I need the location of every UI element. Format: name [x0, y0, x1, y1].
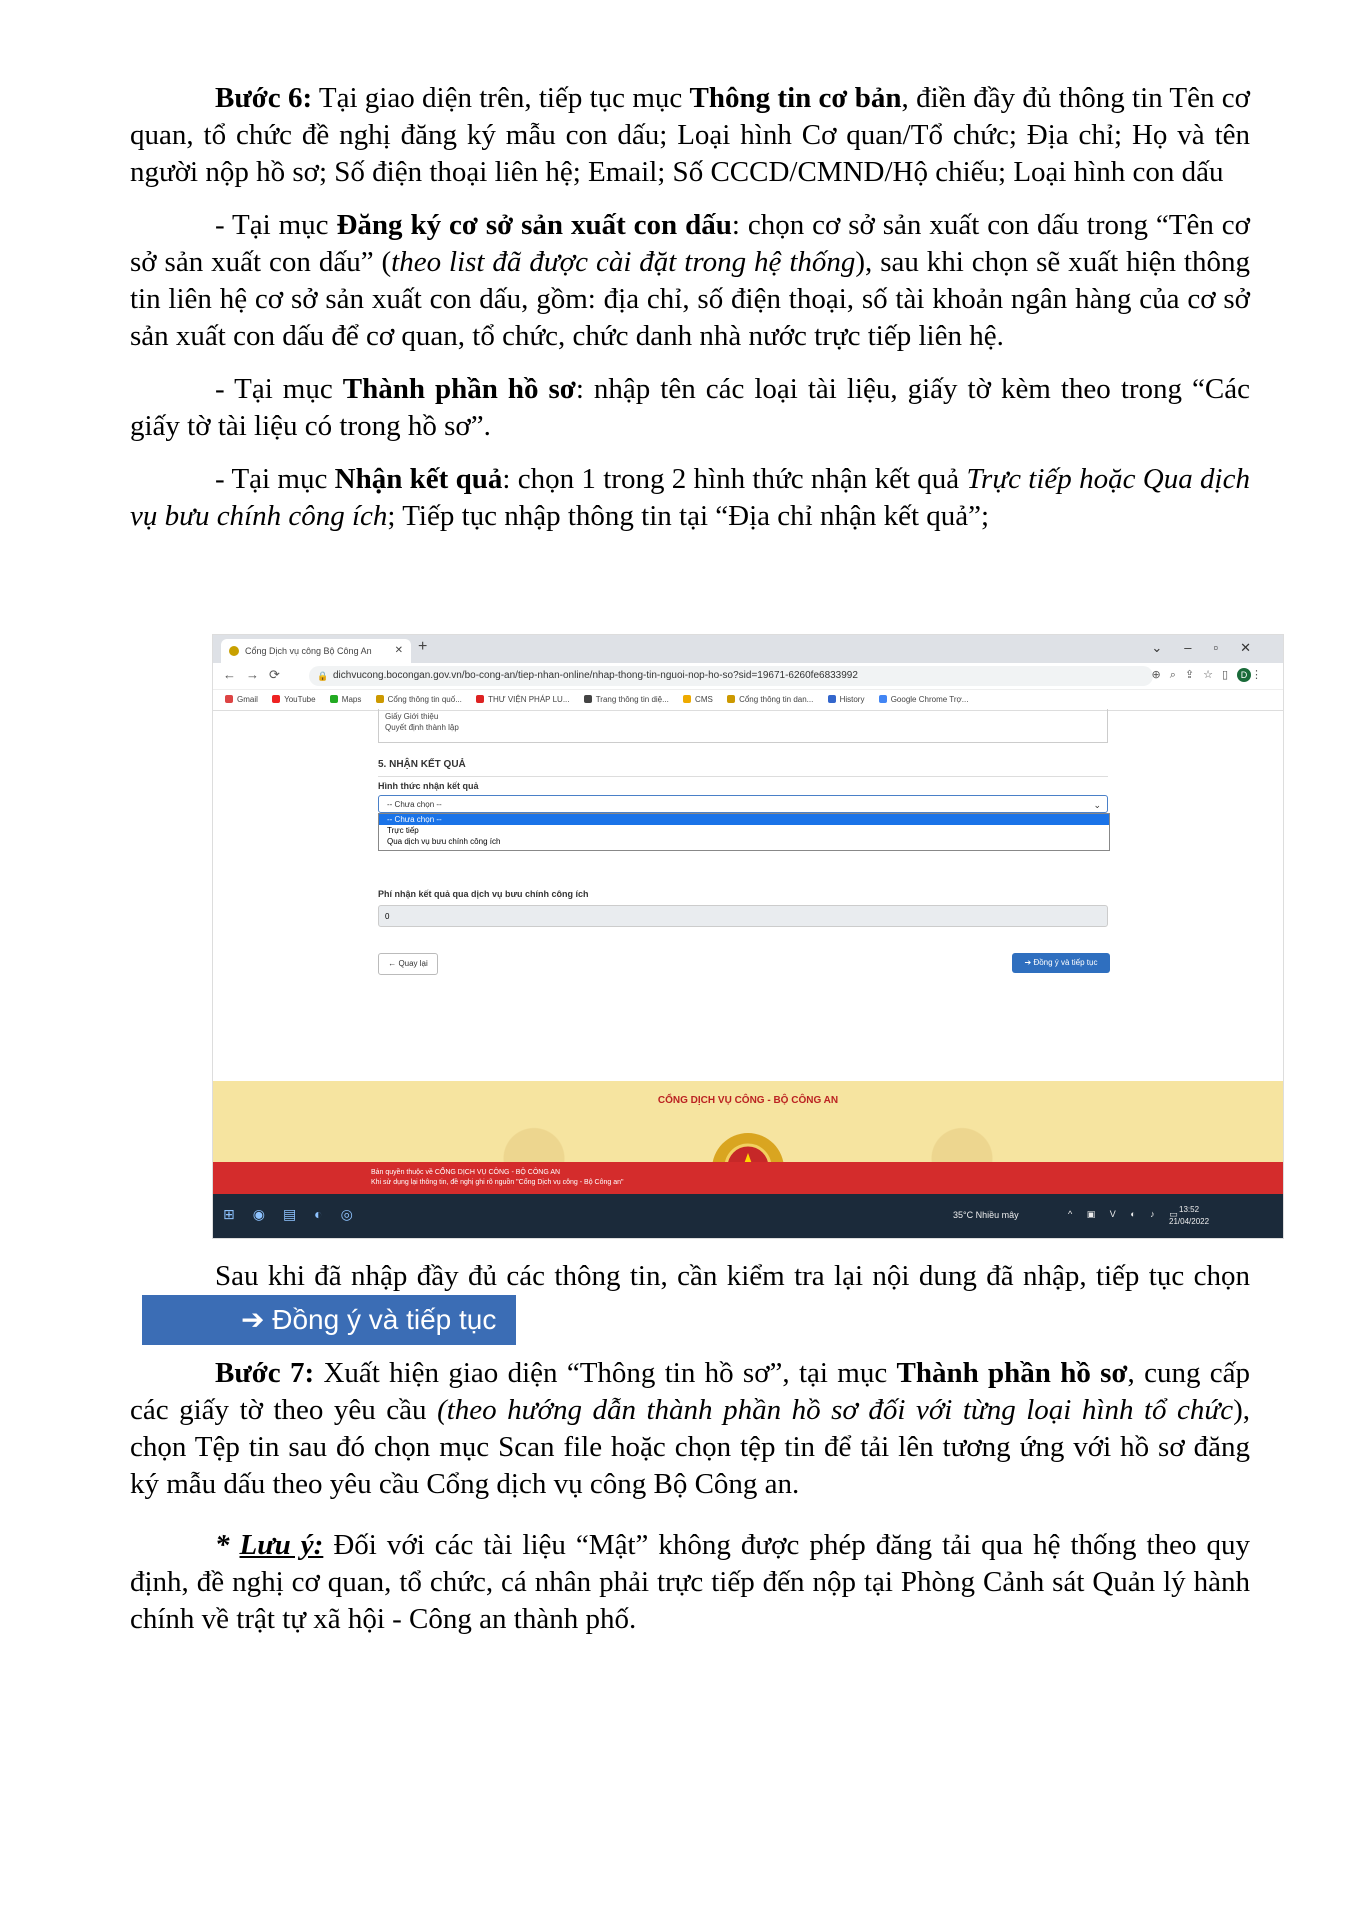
favicon-icon [229, 646, 239, 656]
option-direct[interactable]: Trực tiếp [387, 826, 419, 835]
nav-buttons[interactable]: ←→⟳ [223, 667, 290, 682]
browser-tab[interactable] [221, 639, 411, 663]
avatar[interactable]: D [1237, 668, 1251, 682]
bookmark-gmail[interactable]: Gmail [225, 690, 258, 710]
new-tab-icon[interactable]: + [418, 638, 428, 655]
copyright-bar: Bản quyền thuộc về CỔNG DỊCH VỤ CÔNG - BỘ CÔNG AN Khi sử dụng lại thông tin, đề nghị ghi rõ nguồn "Cổng Dịch vụ công - Bộ Công an" [213, 1162, 1283, 1194]
fee-label: Phí nhận kết quả qua dịch vụ bưu chính công ích [378, 889, 589, 899]
tab-title: Cổng Dịch vụ công Bộ Công An [245, 646, 372, 656]
bookmarks-bar [213, 690, 1283, 711]
taskbar-clock[interactable]: 13:52 21/04/2022 [1169, 1205, 1210, 1226]
bookmark-youtube[interactable]: YouTube [272, 690, 315, 710]
system-tray-icons[interactable]: ^ ▣ V ◐ ♪ ▭ [1068, 1209, 1184, 1219]
step6-paragraph: Bước 6: Tại giao diện trên, tiếp tục mục Thông tin cơ bản, điền đầy đủ thông tin Tên cơ quan, tổ chức đề nghị đăng ký mẫu con dấu; Loại hình Cơ quan/Tổ chức; Địa chỉ; Họ và tên người nộp hồ sơ; Số điện thoại liên hệ; Email; Số CCCD/CMND/Hộ chiếu; Loại hình con dấu [130, 82, 1250, 188]
bookmark-5[interactable]: THƯ VIỆN PHÁP LU... [476, 690, 569, 710]
toolbar-icons[interactable]: ⊕⌕⇪☆▯ D ⋮ [1151, 669, 1271, 681]
receive-method-options [378, 813, 1110, 851]
weather-widget[interactable]: 35°C Nhiều mây [953, 1210, 1019, 1220]
inline-agree-button: ➔ Đồng ý và tiếp tục [142, 1295, 516, 1345]
documents-textarea[interactable]: Giấy Giới thiệu Quyết định thành lập [378, 709, 1108, 743]
taskbar-app-icons[interactable]: ⊞◉▤◐◎ [223, 1206, 371, 1222]
bookmark-6[interactable]: Trang thông tin diệ... [584, 690, 669, 710]
footer-title: CỔNG DỊCH VỤ CÔNG - BỘ CÔNG AN [657, 1095, 839, 1106]
bookmark-history[interactable]: History [828, 690, 865, 710]
seal-maker-paragraph: - Tại mục Đăng ký cơ sở sản xuất con dấu: chọn cơ sở sản xuất con dấu trong “Tên cơ sở sản xuất con dấu” (theo list đã được cài đặt trong hệ thống), sau khi chọn sẽ xuất hiện thông tin liên hệ cơ sở sản xuất con dấu, gồm: địa chỉ, số điện thoại, số tài khoản ngân hàng của cơ sở sản xuất con dấu để cơ quan, tổ chức, chức danh nhà nước trực tiếp liên hệ. [130, 209, 1250, 352]
documents-paragraph: - Tại mục Thành phần hồ sơ: nhập tên các loại tài liệu, giấy tờ kèm theo trong “Các giấy tờ tài liệu có trong hồ sơ”. [130, 373, 1250, 442]
page-content [213, 709, 1283, 1239]
receive-method-label: Hình thức nhận kết quả [378, 781, 479, 791]
tab-bar [213, 635, 1283, 663]
bookmark-google[interactable]: Google Chrome Trợ... [879, 690, 969, 710]
url-field[interactable]: 🔒 dichvucong.bocongan.gov.vn/bo-cong-an/tiep-nhan-online/nhap-thong-tin-nguoi-nop-ho-so?sid=19671-6260fe6833992 [309, 666, 1153, 686]
lock-icon: 🔒 [317, 671, 329, 681]
option-postal[interactable]: Qua dịch vụ bưu chính công ích [387, 837, 501, 846]
address-bar-row [213, 663, 1283, 690]
note-paragraph: * Lưu ý: Đối với các tài liệu “Mật” không được phép đăng tải qua hệ thống theo quy định, đề nghị cơ quan, tổ chức, cá nhân phải trực tiếp đến nộp tại Phòng Cảnh sát Quản lý hành chính về trật tự xã hội - Công an thành phố. [130, 1529, 1251, 1635]
option-none[interactable]: -- Chưa chọn -- [379, 814, 1109, 825]
browser-screenshot [212, 634, 1284, 1239]
fee-field: 0 [378, 905, 1108, 927]
bookmark-maps[interactable]: Maps [330, 690, 362, 710]
back-button[interactable]: ← Quay lại [378, 953, 438, 975]
bookmark-cms[interactable]: CMS [683, 690, 713, 710]
confirm-paragraph: Sau khi đã nhập đầy đủ các thông tin, cần kiểm tra lại nội dung đã nhập, tiếp tục chọn➔ Đồng ý và tiếp tục [130, 1258, 1250, 1345]
receive-method-select[interactable]: -- Chưa chọn -- ⌄ [378, 795, 1108, 813]
step7-paragraph: Bước 7: Xuất hiện giao diện “Thông tin hồ sơ”, tại mục Thành phần hồ sơ, cung cấp các giấy tờ theo yêu cầu (theo hướng dẫn thành phần hồ sơ đối với từng loại hình tổ chức), chọn Tệp tin sau đó chọn mục Scan file hoặc chọn tệp tin để tải lên tương ứng với hồ sơ đăng ký mẫu dấu theo yêu cầu Cổng dịch vụ công Bộ Công an. [130, 1357, 1251, 1500]
section-title: 5. NHẬN KẾT QUẢ [378, 759, 1108, 777]
window-controls[interactable]: ⌄–▫✕ [1151, 640, 1273, 655]
bookmark-4[interactable]: Cổng thông tin quố... [376, 690, 462, 710]
instructions-top [130, 80, 1250, 551]
windows-taskbar [213, 1194, 1283, 1238]
bookmark-8[interactable]: Cổng thông tin dan... [727, 690, 813, 710]
receive-result-paragraph: - Tại mục Nhận kết quả: chọn 1 trong 2 hình thức nhận kết quả Trực tiếp hoặc Qua dịch vụ bưu chính công ích; Tiếp tục nhập thông tin tại “Địa chỉ nhận kết quả”; [130, 463, 1250, 532]
chevron-down-icon: ⌄ [1093, 800, 1101, 810]
agree-continue-button[interactable]: ➔ Đồng ý và tiếp tục [1012, 953, 1110, 973]
close-tab-icon[interactable]: ✕ [394, 645, 403, 656]
instructions-bottom [130, 1258, 1250, 1654]
